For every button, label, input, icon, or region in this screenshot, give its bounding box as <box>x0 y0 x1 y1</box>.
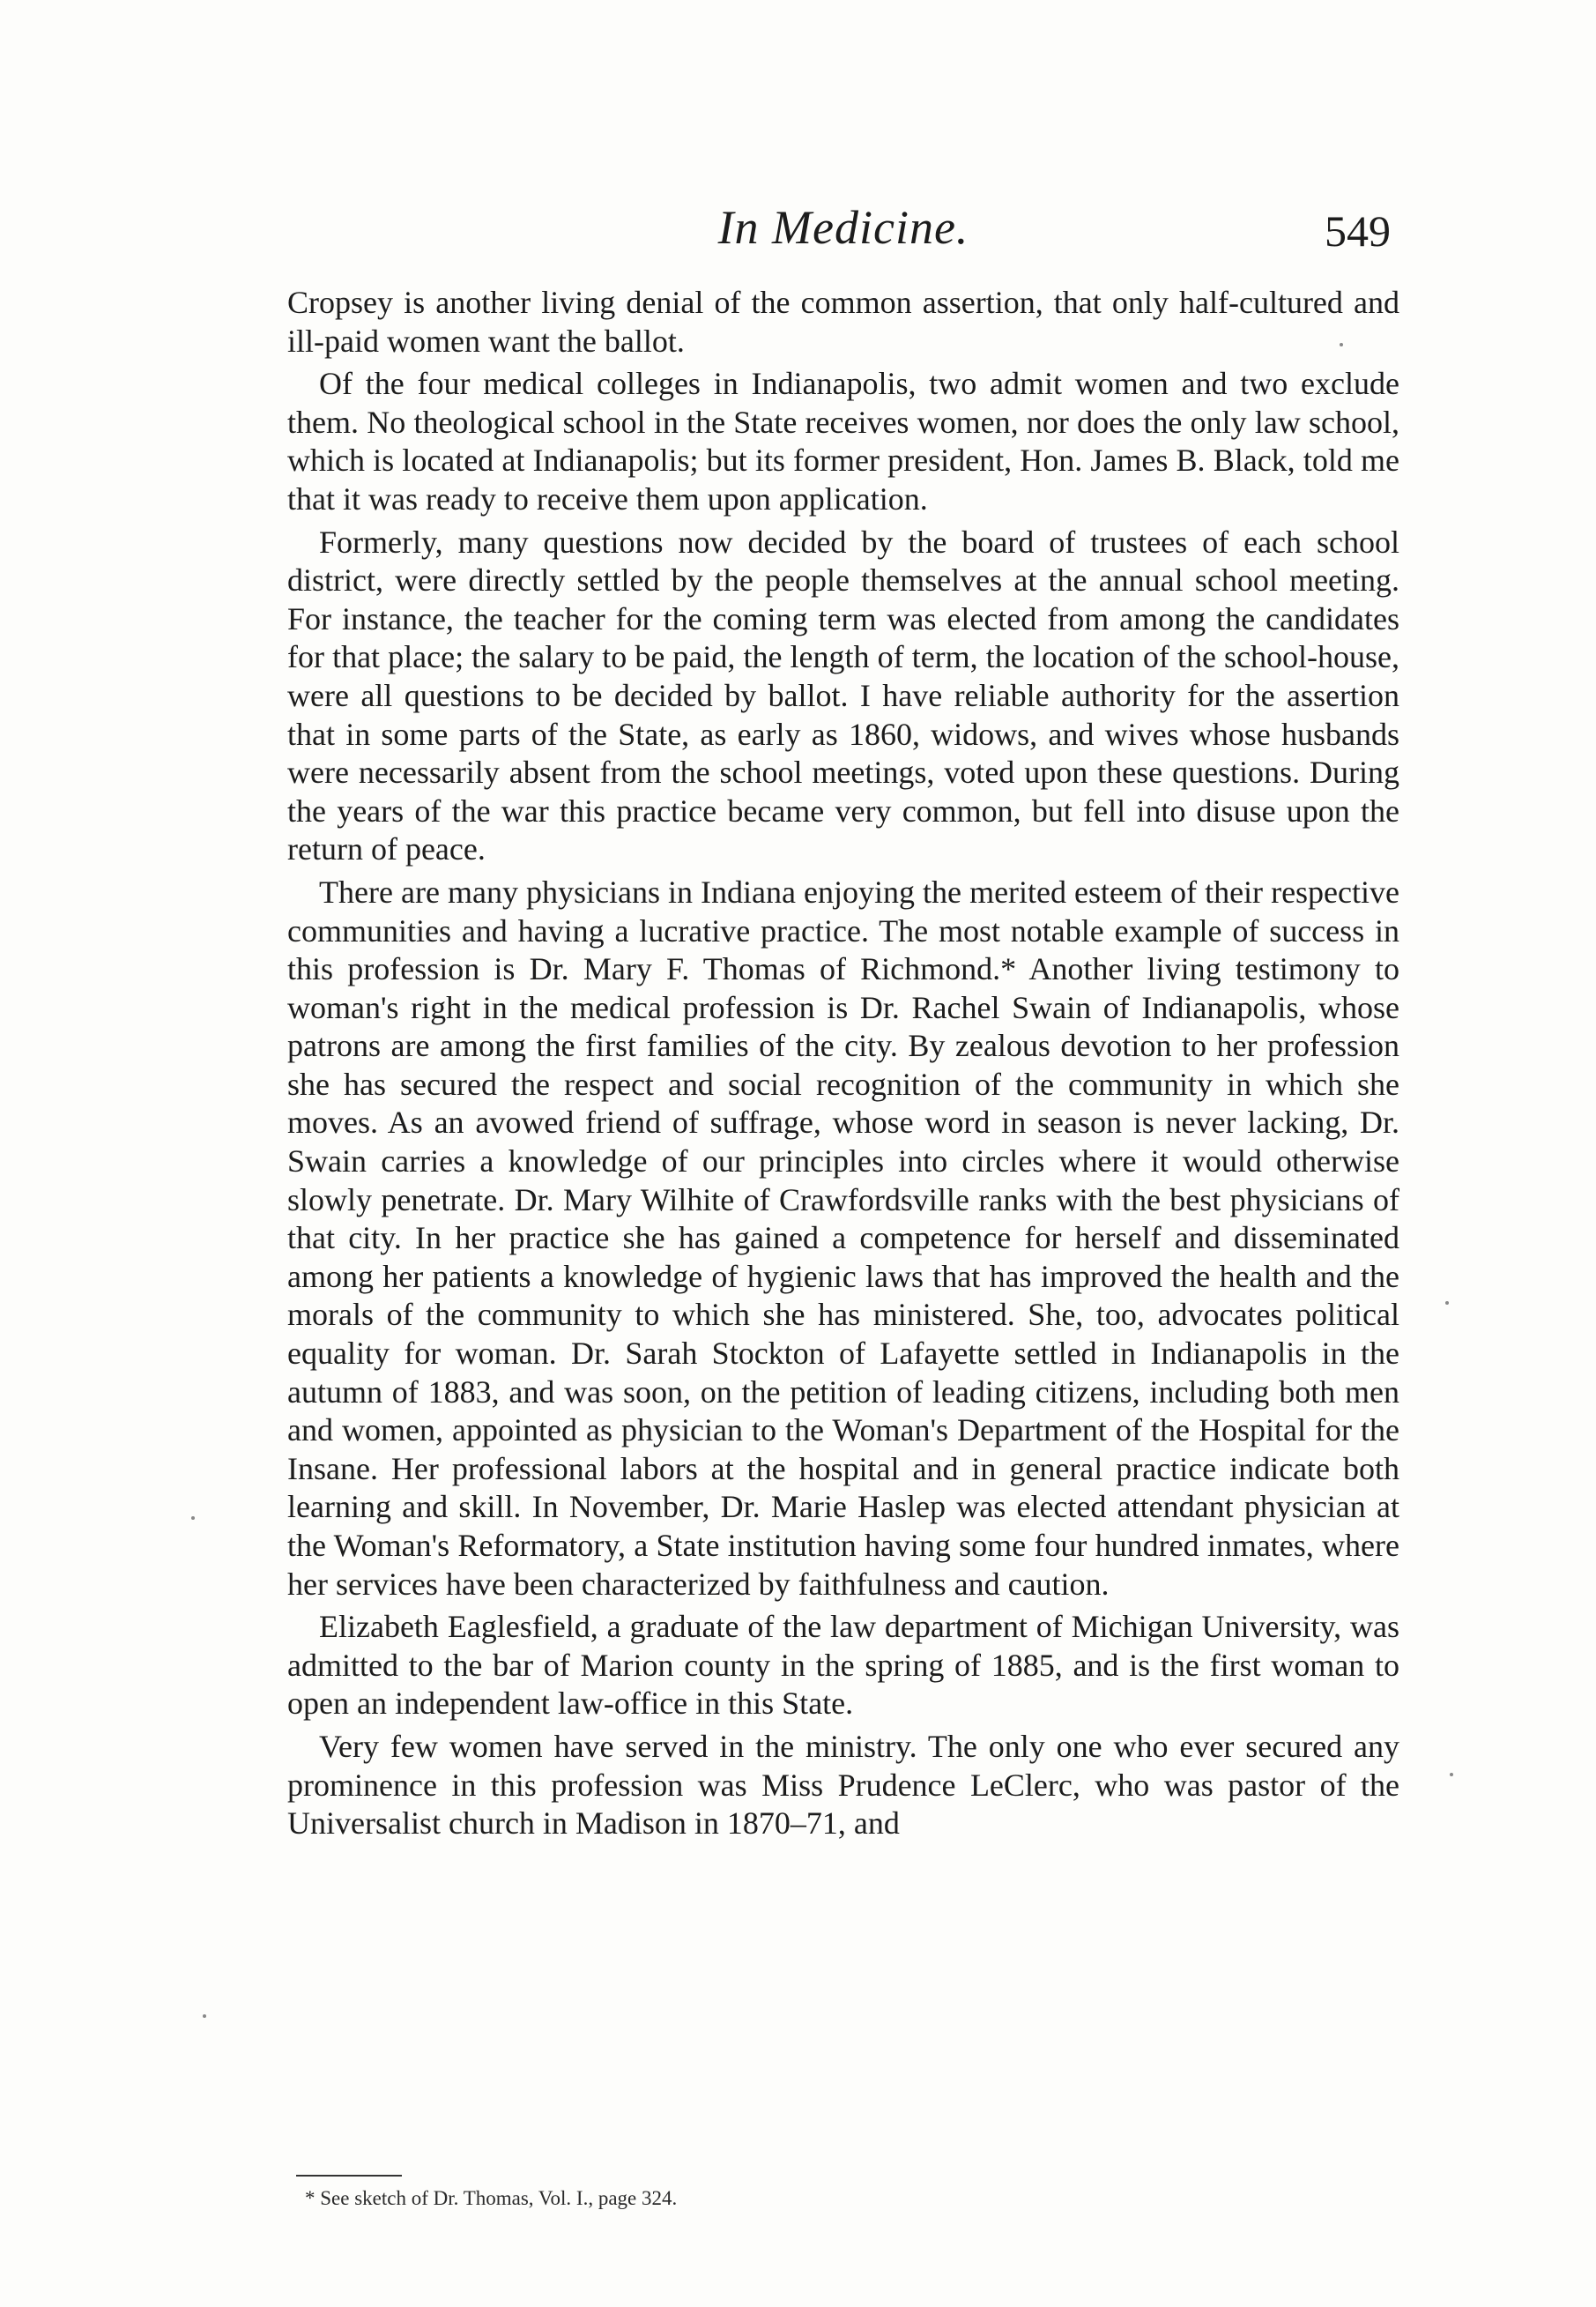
scan-speck <box>203 2014 206 2018</box>
page-number: 549 <box>1325 206 1391 256</box>
scan-speck <box>1450 1773 1453 1776</box>
scan-speck <box>1445 1301 1449 1305</box>
paragraph-school-meetings: Formerly, many questions now decided by the board of trustees of each school district, were directly settled by the people themselves at the annual school meeting. For instance, the teacher for the coming term was elected from among the candidates for that place; the salary to be paid, the length of term, the location of the school-house, were all questions to be decided by ballot. I have reliable authority for the assertion that in some parts of the State, as early as 1860, widows, and wives whose husbands were necessarily absent from the school meetings, voted upon these questions. During the years of the war this practice became very common, but fell into disuse upon the return of peace. <box>287 524 1399 867</box>
scan-speck <box>191 1516 195 1520</box>
paragraph-ministry: Very few women have served in the ministry. The only one who ever secured any prominence in this profession was Miss Prudence LeClerc, who was pastor of the Universalist church in Madison in 1870–71, and <box>287 1728 1399 1842</box>
footnote-rule <box>296 2175 402 2177</box>
scan-speck <box>1340 343 1343 346</box>
running-title: In Medicine. <box>717 201 969 254</box>
paragraph-physicians: There are many physicians in Indiana enjoying the merited esteem of their respective communities and having a lucrative practice. The most notable example of success in this profession is Dr. Mary F. Thomas of Richmond.* Another living testimony to woman's right in the medical profession is Dr. Rachel Swain of Indianapolis, whose patrons are among the first families of the city. By zealous devotion to her profession she has secured the respect and social recognition of the community in which she moves. As an avowed friend of suffrage, whose word in season is never lacking, Dr. Swain carries a knowledge of our principles into circles where it would otherwise slowly penetrate. Dr. Mary Wilhite of Crawfordsville ranks with the best physicians of that city. In her practice she has gained a competence for herself and disseminated among her patients a knowledge of hygienic laws that has improved the health and the morals of the community to which she has ministered. She, too, advocates political equality for woman. Dr. Sarah Stockton of Lafayette settled in Indianapolis in the autumn of 1883, and was soon, on the petition of leading citizens, including both men and women, appointed as physician to the Woman's Department of the Hospital for the Insane. Her professional labors at the hospital and in general practice indicate both learning and skill. In November, Dr. Marie Haslep was elected attendant physician at the Woman's Reformatory, a State institution having some four hundred inmates, where her services have been characterized by faithfulness and caution. <box>287 874 1399 1602</box>
body-text <box>287 284 1399 1848</box>
paragraph-cropsey: Cropsey is another living denial of the common assertion, that only half-cultured and ill-paid women want the ballot. <box>287 285 1399 359</box>
footnote: * See sketch of Dr. Thomas, Vol. I., page 324. <box>305 2187 678 2209</box>
paragraph-eaglesfield: Elizabeth Eaglesfield, a graduate of the law department of Michigan University, was admitted to the bar of Marion county in the spring of 1885, and is the first woman to open an independent law-office in this State. <box>287 1609 1399 1722</box>
paragraph-medical-colleges: Of the four medical colleges in Indianapolis, two admit women and two exclude them. No theological school in the State receives women, nor does the only law school, which is located at Indianapolis; but its former president, Hon. James B. Black, told me that it was ready to receive them upon application. <box>287 366 1399 517</box>
page-header <box>287 192 1399 263</box>
